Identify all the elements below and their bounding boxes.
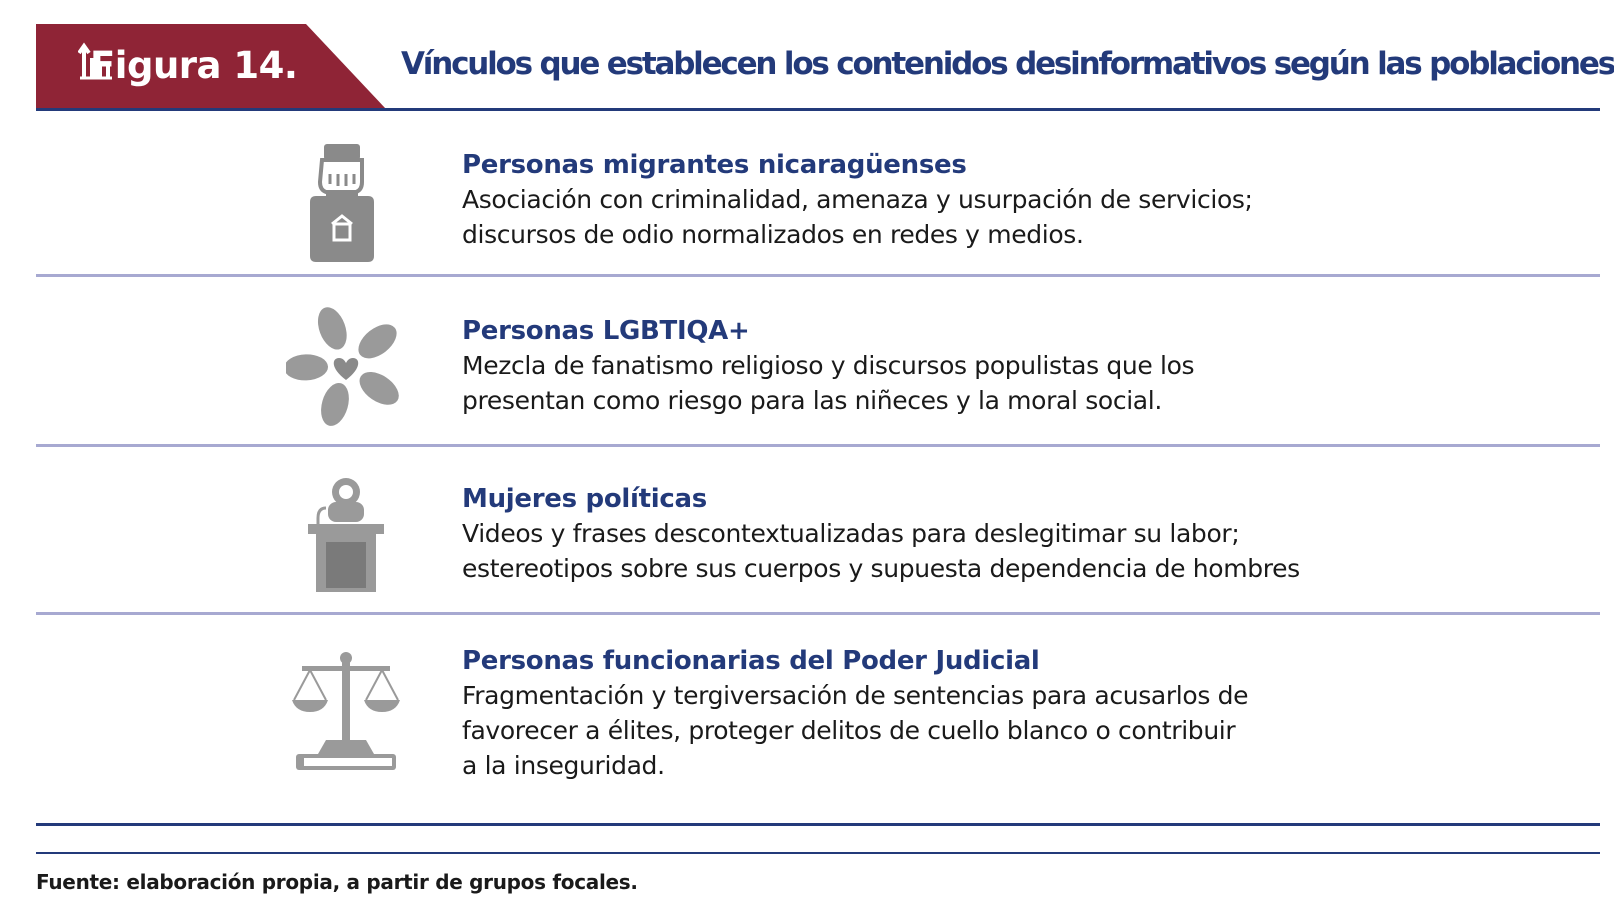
item-title: Mujeres políticas [462,484,707,514]
item-description-line: Mezcla de fanatismo religioso y discursos populistas que los [462,351,1195,380]
list-item [36,616,1600,806]
item-title: Personas migrantes nicaragüenses [462,150,967,180]
item-description [462,516,1362,586]
hand-holding-suitcase-icon [286,140,406,264]
item-description [462,182,1362,252]
list-item [36,448,1600,616]
item-title: Personas funcionarias del Poder Judicial [462,646,1040,676]
bottom-divider [36,823,1600,826]
figure-label: Figura 14. [90,43,298,87]
source-divider [36,852,1600,854]
item-title: Personas LGBTIQA+ [462,316,750,346]
hands-circle-heart-icon [286,306,406,426]
item-description-line: presentan como riesgo para las niñeces y la moral social. [462,386,1162,415]
item-description-line: Videos y frases descontextualizadas para deslegitimar su labor; [462,519,1240,548]
list-item [36,112,1600,277]
header-divider [36,108,1600,111]
speaker-podium-icon [286,474,406,594]
item-description-line: Asociación con criminalidad, amenaza y usurpación de servicios; [462,185,1253,214]
source-note: Fuente: elaboración propia, a partir de grupos focales. [36,870,638,894]
justice-scale-icon [286,648,406,774]
row-divider [36,612,1600,615]
figure-title: Vínculos que establecen los contenidos desinformativos según las poblaciones [401,46,1614,82]
item-description-line: discursos de odio normalizados en redes y medios. [462,220,1084,249]
figure-badge [36,24,396,109]
item-description-line: favorecer a élites, proteger delitos de cuello blanco o contribuir [462,716,1236,745]
item-description-line: estereotipos sobre sus cuerpos y supuesta dependencia de hombres [462,554,1300,583]
row-divider [36,444,1600,447]
item-description-line: Fragmentación y tergiversación de sentencias para acusarlos de [462,681,1249,710]
list-item [36,280,1600,448]
item-description [462,348,1362,418]
figure-header [36,24,1614,110]
row-divider [36,274,1600,277]
item-description-line: a la inseguridad. [462,751,665,780]
item-description [462,678,1362,783]
